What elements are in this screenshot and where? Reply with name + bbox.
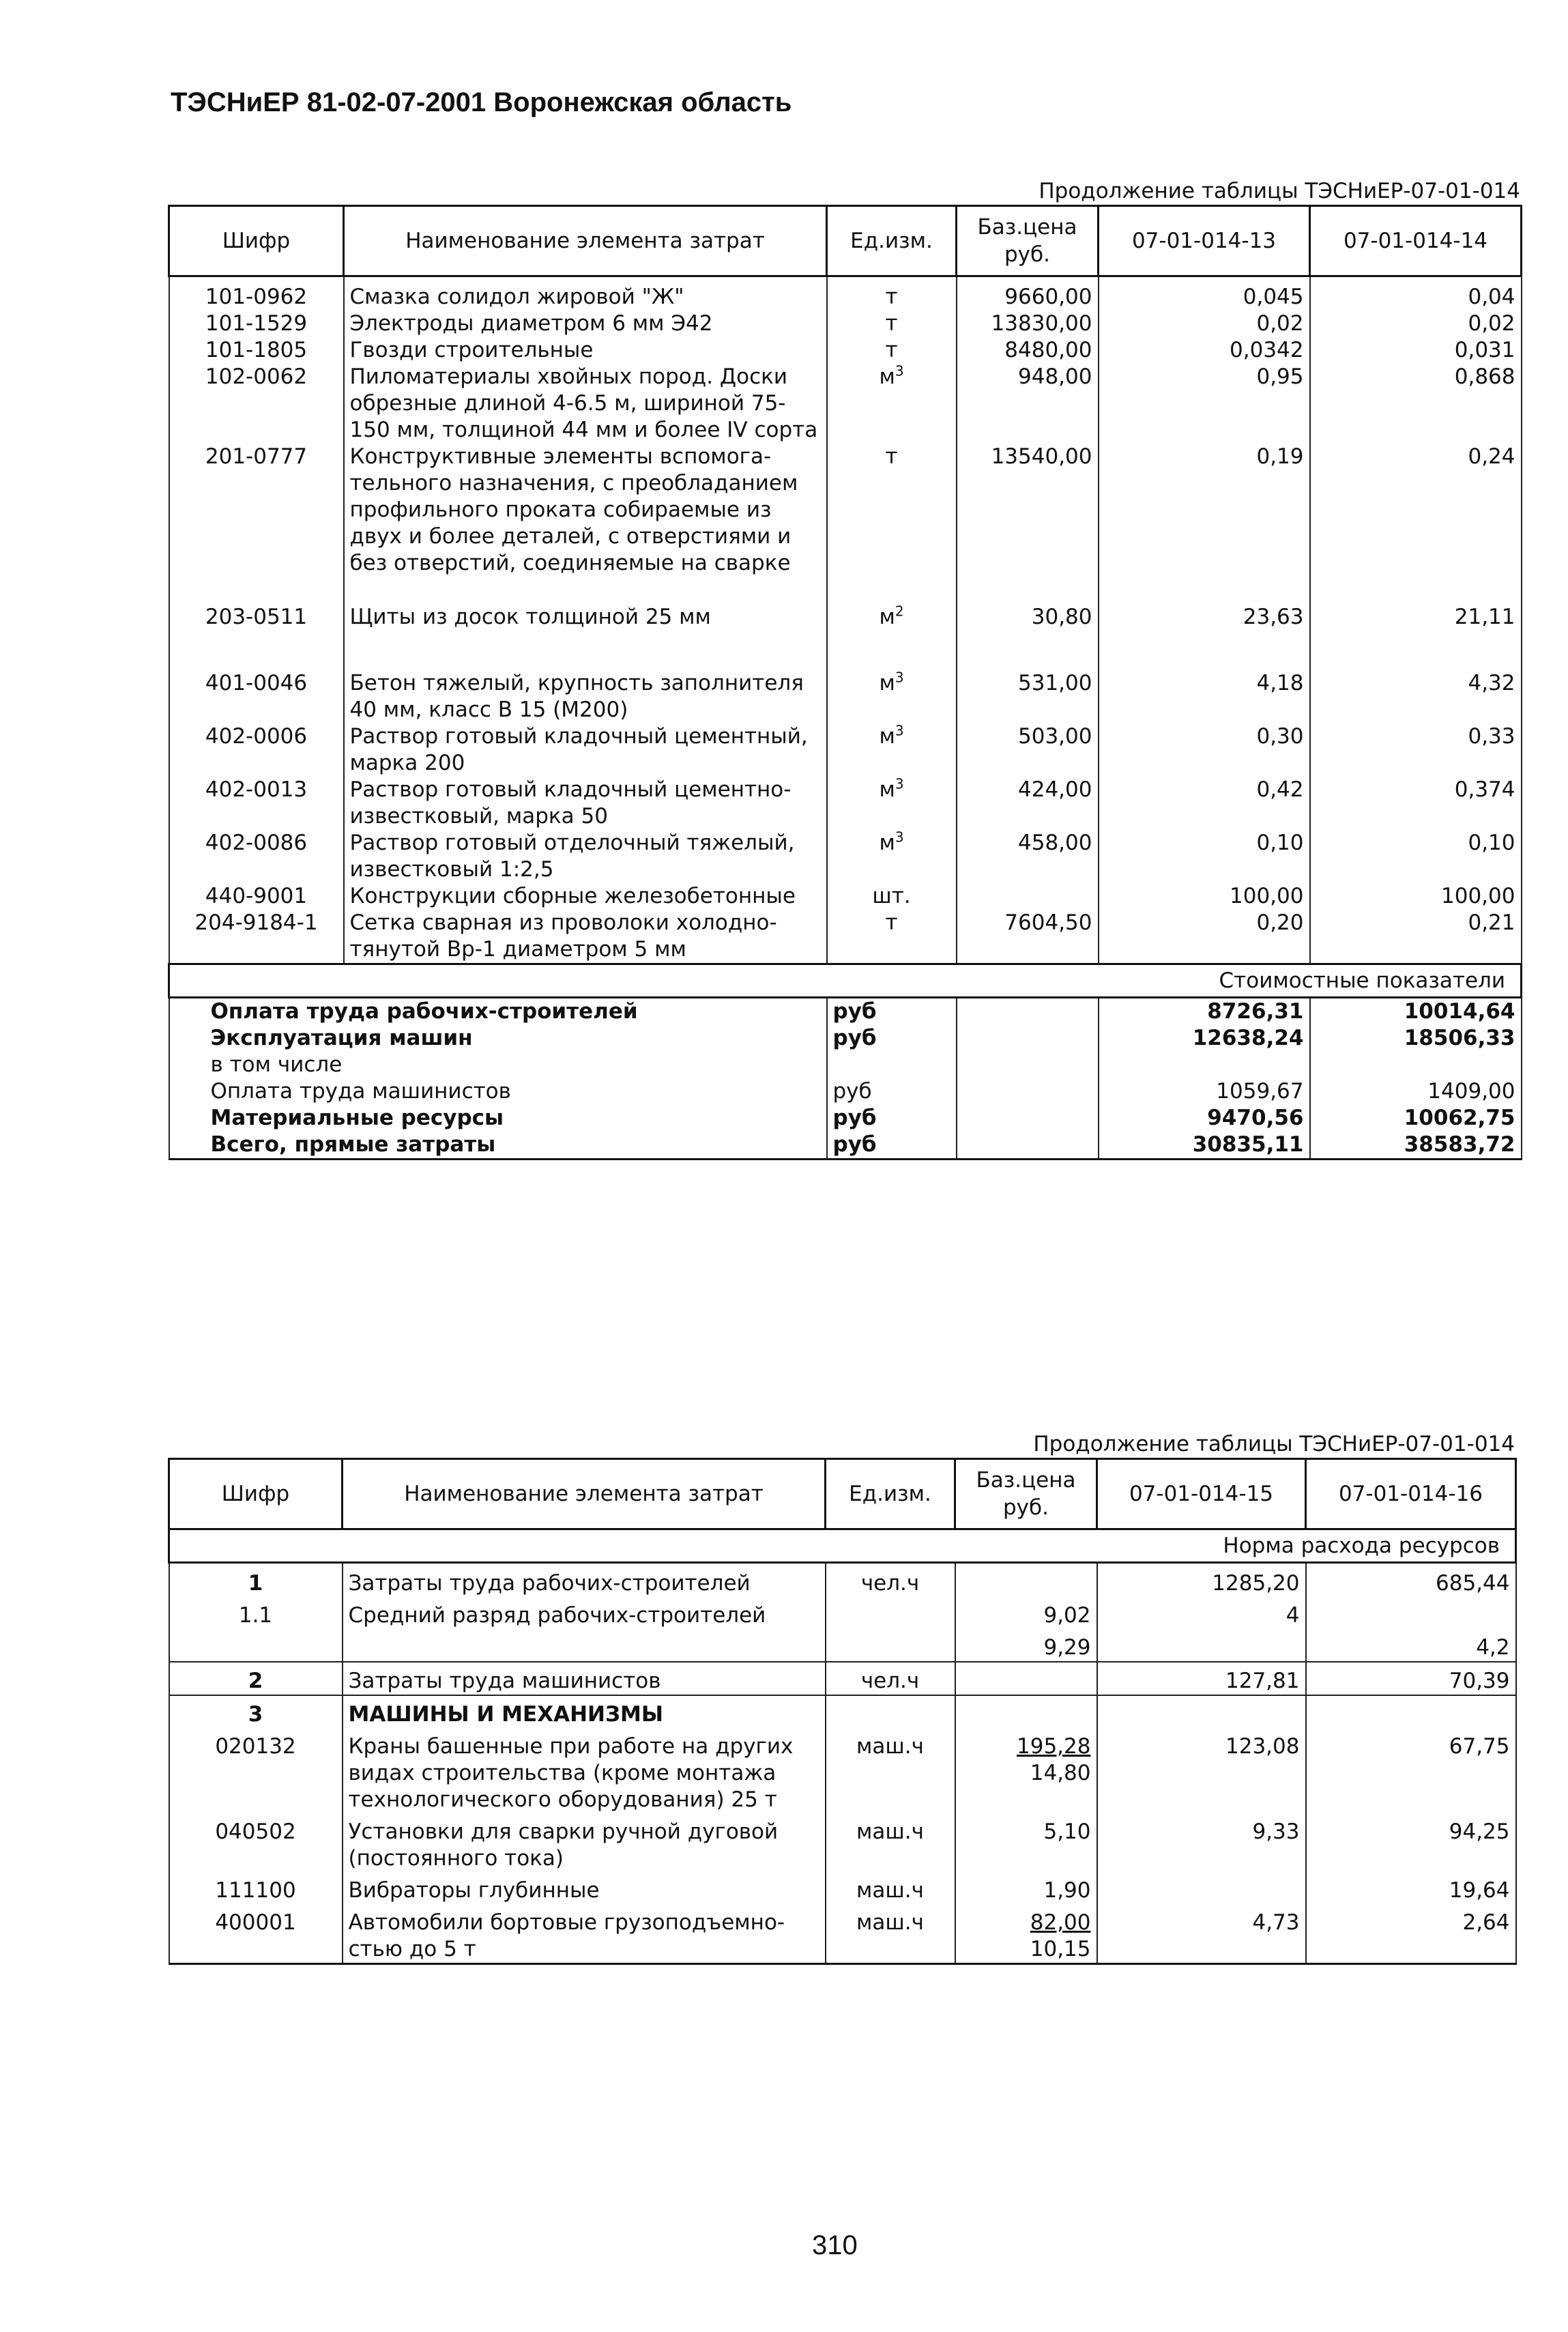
row-code: 020132	[169, 1728, 343, 1813]
row-price: 503,00	[957, 723, 1099, 777]
row-name: Затраты труда рабочих-строителей	[343, 1563, 826, 1598]
price-secondary-value: 10,15	[1030, 1937, 1091, 1961]
row-code: 111100	[169, 1872, 343, 1904]
table-row	[169, 311, 1522, 337]
unit-exponent: 3	[895, 829, 904, 846]
section-band	[169, 964, 1522, 998]
band-label: Стоимостные показатели	[169, 964, 1522, 998]
table-row	[169, 1728, 1516, 1813]
row-unit	[827, 723, 957, 777]
unit-exponent: 3	[895, 722, 904, 739]
row-price	[955, 1813, 1097, 1872]
row-unit: маш.ч	[826, 1872, 955, 1904]
row-value-a: 0,30	[1099, 723, 1310, 777]
row-code: 400001	[169, 1904, 343, 1964]
summary-price-cell	[957, 1025, 1099, 1052]
row-unit: чел.ч	[826, 1662, 955, 1695]
row-name: Средний разряд рабочих-строителей	[343, 1597, 826, 1629]
row-name: Краны башенные при работе на других видах строительства (кроме монтажа технологического оборудования) 25 т	[343, 1728, 826, 1813]
spacer-cell	[169, 631, 344, 670]
spacer-cell	[1099, 577, 1310, 604]
spacer-cell	[344, 577, 827, 604]
row-unit	[827, 670, 957, 723]
row-value-b: 100,00	[1310, 883, 1522, 910]
row-value-a: 0,045	[1099, 276, 1310, 311]
price-value: 9,02	[1043, 1603, 1091, 1628]
row-unit	[827, 311, 957, 337]
spacer-cell	[827, 577, 957, 604]
row-code: 401-0046	[169, 670, 344, 723]
resource-table-2	[168, 1458, 1517, 1965]
summary-value-b: 10062,75	[1310, 1105, 1522, 1132]
summary-value-b	[1310, 1052, 1522, 1078]
summary-row	[169, 1025, 1522, 1052]
price-value: 1,90	[1043, 1878, 1091, 1903]
row-name: Бетон тяжелый, крупность заполнителя 40 мм, класс В 15 (М200)	[344, 670, 827, 723]
row-price	[957, 883, 1099, 910]
summary-value-b: 10014,64	[1310, 998, 1522, 1026]
header-code: Шифр	[169, 1459, 343, 1529]
row-price	[955, 1728, 1097, 1813]
row-value-a: 0,10	[1099, 830, 1310, 883]
row-code: 402-0086	[169, 830, 344, 883]
unit-exponent: 2	[895, 603, 904, 620]
document-title: ТЭСНиЕР 81-02-07-2001 Воронежская область	[171, 87, 792, 117]
row-value-b: 0,031	[1310, 337, 1522, 364]
row-unit	[827, 777, 957, 830]
row-unit	[826, 1629, 955, 1662]
summary-unit: руб	[827, 1025, 957, 1052]
unit-text: м	[879, 831, 895, 855]
row-value-b: 0,374	[1310, 777, 1522, 830]
table-row	[169, 1563, 1516, 1598]
spacer-cell	[827, 631, 957, 670]
summary-unit: руб	[827, 1105, 957, 1132]
row-value-b: 0,04	[1310, 276, 1522, 311]
price-value: 5,10	[1043, 1819, 1091, 1844]
row-code: 201-0777	[169, 444, 344, 577]
row-code: 402-0013	[169, 777, 344, 830]
row-name: Щиты из досок толщиной 25 мм	[344, 604, 827, 631]
row-code: 101-1805	[169, 337, 344, 364]
header-unit: Ед.изм.	[827, 206, 957, 276]
section-band	[169, 1529, 1516, 1563]
table1-header-row	[169, 206, 1522, 276]
summary-value-a: 30835,11	[1099, 1132, 1310, 1160]
unit-exponent: 3	[895, 669, 904, 686]
row-price: 458,00	[957, 830, 1099, 883]
row-name: Раствор готовый кладочный цементный, марка 200	[344, 723, 827, 777]
row-name: Затраты труда машинистов	[343, 1662, 826, 1695]
unit-text: м	[879, 671, 895, 695]
unit-exponent: 3	[895, 775, 904, 792]
row-code: 3	[169, 1695, 343, 1728]
row-price	[955, 1904, 1097, 1964]
row-price	[955, 1629, 1097, 1662]
row-price: 531,00	[957, 670, 1099, 723]
summary-row	[169, 1078, 1522, 1105]
row-value-b	[1306, 1695, 1516, 1728]
table-row	[169, 337, 1522, 364]
row-price	[955, 1597, 1097, 1629]
row-value-a	[1097, 1872, 1306, 1904]
row-value-b: 0,21	[1310, 910, 1522, 964]
header-col-b: 07-01-014-14	[1310, 206, 1522, 276]
row-value-b: 685,44	[1306, 1563, 1516, 1598]
summary-row	[169, 1132, 1522, 1160]
row-code: 101-1529	[169, 311, 344, 337]
summary-value-a: 8726,31	[1099, 998, 1310, 1026]
row-unit	[827, 883, 957, 910]
unit-text: т	[885, 338, 898, 362]
row-value-b: 4,2	[1306, 1629, 1516, 1662]
page-number: 310	[812, 2230, 858, 2260]
row-code: 101-0962	[169, 276, 344, 311]
table-row	[169, 910, 1522, 964]
row-value-a: 4	[1097, 1597, 1306, 1629]
row-value-b: 0,10	[1310, 830, 1522, 883]
row-value-b: 0,24	[1310, 444, 1522, 577]
header-col-a: 07-01-014-15	[1097, 1459, 1306, 1529]
row-price	[955, 1563, 1097, 1598]
row-spacer	[169, 577, 1522, 604]
table-row	[169, 723, 1522, 777]
band-label: Норма расхода ресурсов	[169, 1529, 1516, 1563]
row-unit	[827, 910, 957, 964]
summary-price-cell	[957, 1078, 1099, 1105]
row-code	[169, 1629, 343, 1662]
row-value-a: 127,81	[1097, 1662, 1306, 1695]
table-row	[169, 777, 1522, 830]
row-value-a: 100,00	[1099, 883, 1310, 910]
summary-label: Всего, прямые затраты	[169, 1132, 827, 1160]
header-name: Наименование элемента затрат	[344, 206, 827, 276]
price-value: 82,00	[1030, 1910, 1091, 1935]
row-price: 7604,50	[957, 910, 1099, 964]
unit-text: т	[885, 444, 898, 469]
row-value-b: 2,64	[1306, 1904, 1516, 1964]
row-name	[343, 1629, 826, 1662]
spacer-cell	[957, 631, 1099, 670]
row-value-b: 67,75	[1306, 1728, 1516, 1813]
row-name: Раствор готовый кладочный цементно-известковый, марка 50	[344, 777, 827, 830]
row-value-a: 4,18	[1099, 670, 1310, 723]
table-row	[169, 1813, 1516, 1872]
summary-unit: руб	[827, 1132, 957, 1160]
price-value: 195,28	[1017, 1734, 1091, 1759]
row-value-a: 1285,20	[1097, 1563, 1306, 1598]
unit-text: м	[879, 777, 895, 802]
row-value-a: 0,95	[1099, 364, 1310, 444]
row-name: Гвозди строительные	[344, 337, 827, 364]
spacer-cell	[1310, 631, 1522, 670]
row-price	[955, 1662, 1097, 1695]
row-name: Установки для сварки ручной дуговой (постоянного тока)	[343, 1813, 826, 1872]
row-value-a: 0,02	[1099, 311, 1310, 337]
row-unit: чел.ч	[826, 1563, 955, 1598]
header-code: Шифр	[169, 206, 344, 276]
row-value-b: 0,02	[1310, 311, 1522, 337]
summary-value-a: 9470,56	[1099, 1105, 1310, 1132]
table-row	[169, 830, 1522, 883]
summary-row	[169, 1105, 1522, 1132]
row-name: Пиломатериалы хвойных пород. Доски обрезные длиной 4-6.5 м, шириной 75-150 мм, толщиной 44 мм и более IV сорта	[344, 364, 827, 444]
table-row	[169, 1629, 1516, 1662]
spacer-cell	[344, 631, 827, 670]
header-price: Баз.цена руб.	[955, 1459, 1097, 1529]
table-row	[169, 276, 1522, 311]
row-price: 13830,00	[957, 311, 1099, 337]
row-value-a: 0,19	[1099, 444, 1310, 577]
table-row	[169, 1695, 1516, 1728]
row-unit	[827, 337, 957, 364]
row-value-a	[1097, 1629, 1306, 1662]
table2-continuation-caption: Продолжение таблицы ТЭСНиЕР-07-01-014	[1033, 1432, 1515, 1456]
row-value-a: 9,33	[1097, 1813, 1306, 1872]
unit-exponent: 3	[895, 362, 904, 379]
row-price	[955, 1872, 1097, 1904]
summary-value-a: 12638,24	[1099, 1025, 1310, 1052]
summary-label: Эксплуатация машин	[169, 1025, 827, 1052]
spacer-cell	[957, 577, 1099, 604]
row-unit	[827, 276, 957, 311]
unit-text: т	[885, 910, 898, 935]
summary-price-cell	[957, 1105, 1099, 1132]
unit-text: шт.	[872, 884, 911, 908]
summary-row	[169, 998, 1522, 1026]
row-value-b: 70,39	[1306, 1662, 1516, 1695]
row-value-b: 19,64	[1306, 1872, 1516, 1904]
summary-unit	[827, 1052, 957, 1078]
row-value-a: 4,73	[1097, 1904, 1306, 1964]
summary-label: Оплата труда рабочих-строителей	[169, 998, 827, 1026]
row-value-b: 0,868	[1310, 364, 1522, 444]
price-secondary-value: 14,80	[1030, 1761, 1091, 1785]
spacer-cell	[1099, 631, 1310, 670]
row-code: 204-9184-1	[169, 910, 344, 964]
row-price: 948,00	[957, 364, 1099, 444]
row-code: 203-0511	[169, 604, 344, 631]
table-row	[169, 1904, 1516, 1964]
summary-value-b: 1409,00	[1310, 1078, 1522, 1105]
row-value-b	[1306, 1597, 1516, 1629]
row-code: 040502	[169, 1813, 343, 1872]
table-row	[169, 1872, 1516, 1904]
row-code: 402-0006	[169, 723, 344, 777]
row-unit: маш.ч	[826, 1728, 955, 1813]
header-price: Баз.цена руб.	[957, 206, 1099, 276]
summary-row	[169, 1052, 1522, 1078]
summary-label: Материальные ресурсы	[169, 1105, 827, 1132]
row-value-b: 21,11	[1310, 604, 1522, 631]
unit-text: м	[879, 364, 895, 389]
header-unit: Ед.изм.	[826, 1459, 955, 1529]
row-value-a: 0,42	[1099, 777, 1310, 830]
row-code: 1	[169, 1563, 343, 1598]
table-row	[169, 444, 1522, 577]
summary-price-cell	[957, 998, 1099, 1026]
summary-label: в том числе	[169, 1052, 827, 1078]
row-unit	[827, 364, 957, 444]
row-unit: маш.ч	[826, 1813, 955, 1872]
row-price: 9660,00	[957, 276, 1099, 311]
unit-text: м	[879, 724, 895, 749]
summary-unit: руб	[827, 1078, 957, 1105]
row-unit: маш.ч	[826, 1904, 955, 1964]
header-col-a: 07-01-014-13	[1099, 206, 1310, 276]
summary-price-cell	[957, 1052, 1099, 1078]
row-name: Автомобили бортовые грузоподъемно-стью до 5 т	[343, 1904, 826, 1964]
row-price: 13540,00	[957, 444, 1099, 577]
row-value-b: 0,33	[1310, 723, 1522, 777]
row-name: Электроды диаметром 6 мм Э42	[344, 311, 827, 337]
header-name: Наименование элемента затрат	[343, 1459, 826, 1529]
header-col-b: 07-01-014-16	[1306, 1459, 1516, 1529]
summary-value-b: 18506,33	[1310, 1025, 1522, 1052]
row-unit	[827, 830, 957, 883]
row-name: МАШИНЫ И МЕХАНИЗМЫ	[343, 1695, 826, 1728]
row-value-b: 94,25	[1306, 1813, 1516, 1872]
row-value-a: 0,20	[1099, 910, 1310, 964]
row-price	[955, 1695, 1097, 1728]
row-name: Конструкции сборные железобетонные	[344, 883, 827, 910]
row-name: Раствор готовый отделочный тяжелый, известковый 1:2,5	[344, 830, 827, 883]
table-row	[169, 1597, 1516, 1629]
row-name: Вибраторы глубинные	[343, 1872, 826, 1904]
row-unit	[826, 1597, 955, 1629]
row-name: Сетка сварная из проволоки холодно-тянутой Вр-1 диаметром 5 мм	[344, 910, 827, 964]
unit-text: т	[885, 285, 898, 309]
summary-value-a	[1099, 1052, 1310, 1078]
summary-value-a: 1059,67	[1099, 1078, 1310, 1105]
row-code: 2	[169, 1662, 343, 1695]
row-price: 424,00	[957, 777, 1099, 830]
unit-text: т	[885, 311, 898, 336]
summary-value-b: 38583,72	[1310, 1132, 1522, 1160]
resource-table-1	[168, 205, 1522, 1160]
table1-continuation-caption: Продолжение таблицы ТЭСНиЕР-07-01-014	[1039, 179, 1520, 203]
row-spacer	[169, 631, 1522, 670]
row-unit	[826, 1695, 955, 1728]
row-code: 440-9001	[169, 883, 344, 910]
row-value-a: 123,08	[1097, 1728, 1306, 1813]
spacer-cell	[1310, 577, 1522, 604]
summary-unit: руб	[827, 998, 957, 1026]
row-code: 102-0062	[169, 364, 344, 444]
row-price: 8480,00	[957, 337, 1099, 364]
row-name: Конструктивные элементы вспомога-тельного назначения, с преобладанием профильного проката собираемые из двух и более деталей, с отверстиями и без отверстий, соединяемые на сварке	[344, 444, 827, 577]
row-value-a: 0,0342	[1099, 337, 1310, 364]
table-row	[169, 1662, 1516, 1695]
summary-price-cell	[957, 1132, 1099, 1160]
row-name: Смазка солидол жировой "Ж"	[344, 276, 827, 311]
row-value-a	[1097, 1695, 1306, 1728]
table-row	[169, 364, 1522, 444]
table-row	[169, 604, 1522, 631]
table-row	[169, 670, 1522, 723]
price-value: 9,29	[1043, 1635, 1091, 1660]
table2-header-row	[169, 1459, 1516, 1529]
row-value-a: 23,63	[1099, 604, 1310, 631]
unit-text: м	[879, 605, 895, 629]
summary-label: Оплата труда машинистов	[169, 1078, 827, 1105]
row-price: 30,80	[957, 604, 1099, 631]
table-row	[169, 883, 1522, 910]
row-value-b: 4,32	[1310, 670, 1522, 723]
spacer-cell	[169, 577, 344, 604]
row-unit	[827, 444, 957, 577]
row-code: 1.1	[169, 1597, 343, 1629]
row-unit	[827, 604, 957, 631]
